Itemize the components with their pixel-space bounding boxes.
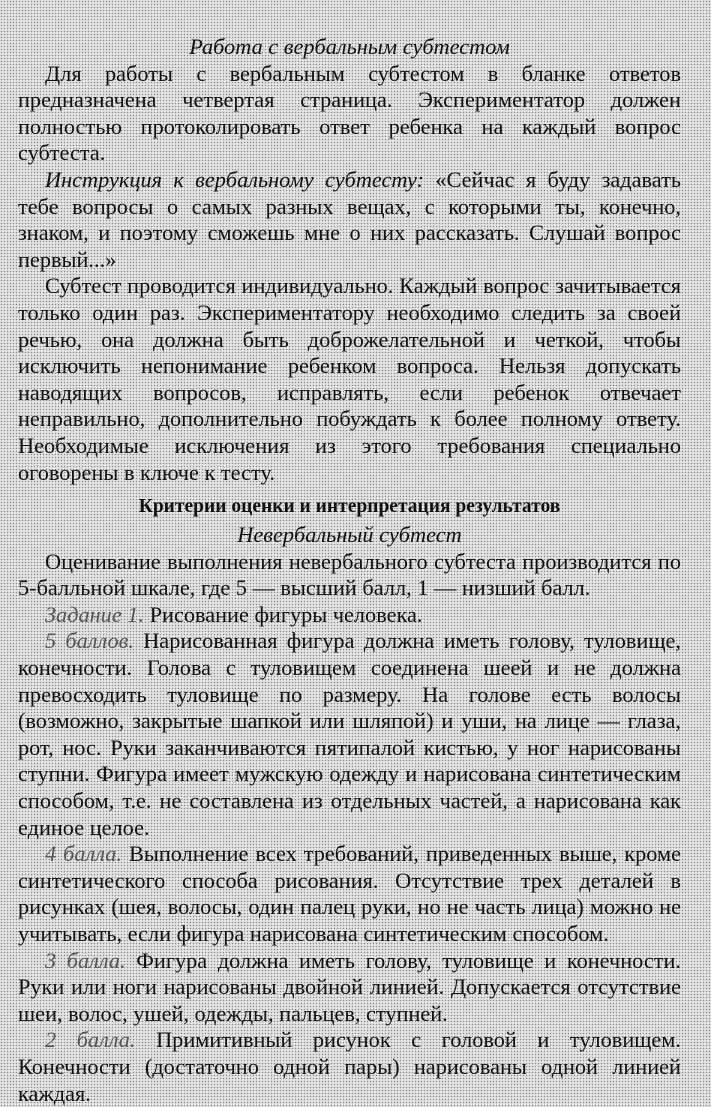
score-3-lead: 3 балла. bbox=[45, 947, 126, 973]
paragraph-score-4 bbox=[18, 841, 681, 947]
section-heading-verbal: Работа с вербальным субтестом bbox=[189, 34, 510, 59]
section-heading-criteria: Критерии оценки и интерпретация результатов bbox=[138, 496, 561, 518]
paragraph-verbal-instruction bbox=[18, 167, 681, 273]
subheading-nonverbal: Невербальный субтест bbox=[237, 522, 462, 548]
score-2-lead: 2 балла. bbox=[45, 1027, 136, 1053]
score-2-text: Примитивный рисунок с головой и туловищем. Конечности (достаточно одной пары) нарисованы одной линией каждая. bbox=[18, 1027, 681, 1106]
task-text: Рисование фигуры человека. bbox=[144, 601, 423, 627]
score-5-lead: 5 баллов. bbox=[45, 628, 134, 654]
instruction-text: «Сейчас я буду задавать тебе вопросы о самых разных вещах, с которыми ты, конечно, знаком, и поэтому сможешь мне о них рассказать. Слушай вопрос первый...» bbox=[18, 166, 681, 272]
instruction-lead: Инструкция к вербальному субтесту: bbox=[45, 166, 424, 192]
score-3-text: Фигура должна иметь голову, туловище и конечности. Руки или ноги нарисованы двойной линией. Допускается отсутствие шеи, волос, ушей, одежды, пальцев, ступней. bbox=[18, 947, 682, 1026]
score-4-text: Выполнение всех требований, приведенных выше, кроме синтетического способа рисования. Отсутствие трех деталей в рисунках (шея, волосы, один палец руки, но не часть лица) можно не учитывать, если фигура нарисована синтетическим способом. bbox=[18, 841, 681, 946]
paragraph-score-2 bbox=[18, 1027, 681, 1107]
score-5-text: Нарисованная фигура должна иметь голову, туловище, конечности. Голова с туловищем соединена шеей и не должна превосходить туловище по размеру. На голове есть волосы (возможно, закрытые шапкой или шляпой) и уши, на лице — глаза, рот, нос. Руки заканчиваются пятипалой кистью, у ног нарисованы ступни. Фигура имеет мужскую одежду и нарисована синтетическим способом, т.е. не составлена из отдельных частей, а нарисована как единое целое. bbox=[18, 628, 681, 840]
paragraph-score-5 bbox=[18, 628, 681, 841]
paragraph-score-3 bbox=[18, 948, 681, 1028]
paragraph-nonverbal-scale: Оценивание выполнения невербального субтеста производится по 5-балльной шкале, где 5 — высший балл, 1 — низший балл. bbox=[18, 548, 681, 601]
paragraph-verbal-intro: Для работы с вербальным субтестом в бланке ответов предназначена четвертая страница. Экспериментатор должен полностью протоколировать ответ ребенка на каждый вопрос субтеста. bbox=[18, 60, 681, 166]
task-lead: Задание 1. bbox=[45, 601, 145, 627]
score-4-lead: 4 балла. bbox=[45, 841, 122, 867]
paragraph-verbal-procedure: Субтест проводится индивидуально. Каждый вопрос зачитывается только один раз. Экспериментатору необходимо следить за своей речью, она должна быть доброжелательной и четкой, чтобы исключить непонимание ребенком вопроса. Нельзя допускать наводящих вопросов, исправлять, если ребенок отвечает неправильно, дополнительно побуждать к более полному ответу. Необходимые исключения из этого требования специально оговорены в ключе к тесту. bbox=[18, 273, 681, 485]
paragraph-task-1 bbox=[18, 602, 681, 629]
